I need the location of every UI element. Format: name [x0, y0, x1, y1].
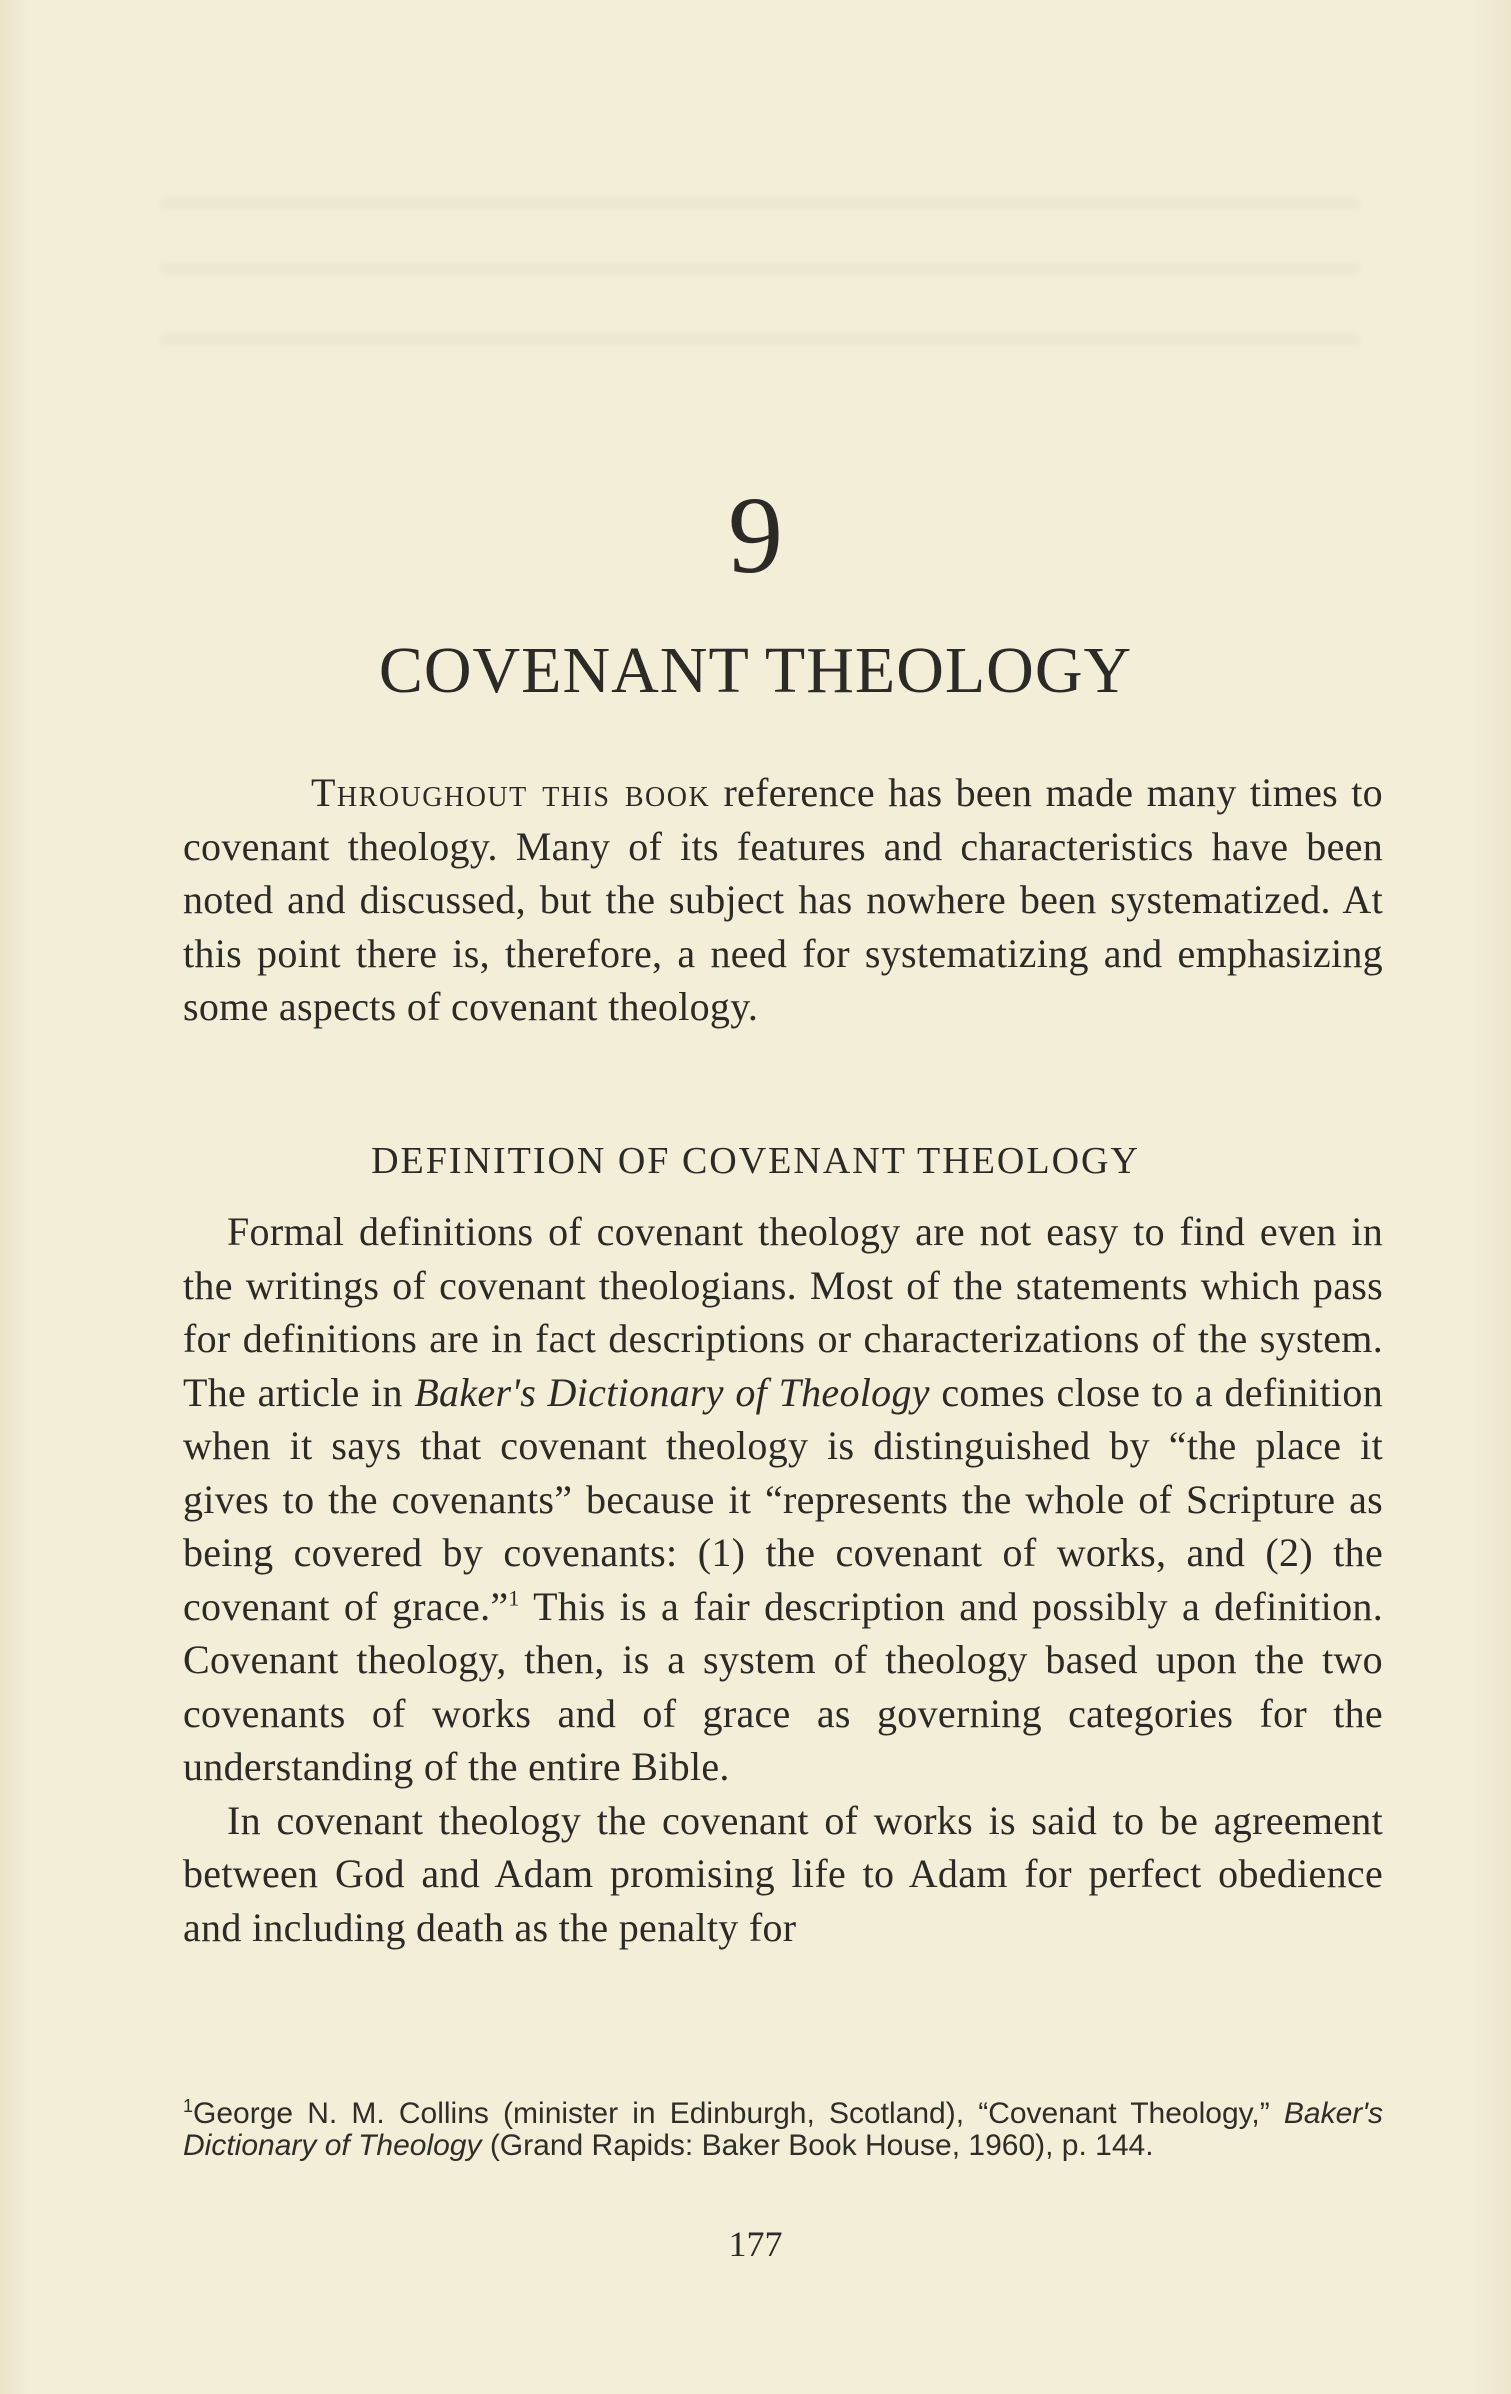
- section-body: [183, 1205, 1383, 1954]
- page-number: 177: [728, 2224, 783, 2264]
- book-title-reference: Baker's Dictionary of Theology: [414, 1369, 930, 1415]
- footnote-reference: 1: [508, 1585, 520, 1611]
- chapter-number: 9: [728, 474, 783, 596]
- definition-text-c: This is a fair description and possibly a definition. Covenant theology, then, is a system of theology based upon the two covenants of works and of grace as governing categories for the understanding of the entire Bible.: [183, 1583, 1383, 1789]
- show-through-shadow: [160, 262, 1360, 276]
- footnote-mark: 1: [183, 2096, 194, 2116]
- footnote: [183, 2098, 1383, 2162]
- intro-text: reference has been made many times to covenant theology. Many of its features and characteristics have been noted and discussed, but the subject has nowhere been systematized. At this point there is, therefore, a need for systematizing and emphasizing some aspects of covenant theology.: [183, 770, 1383, 1029]
- footnote-text-a: George N. M. Collins (minister in Edinburgh, Scotland), “Covenant Theology,”: [193, 2097, 1284, 2130]
- section-heading: DEFINITION OF COVENANT THEOLOGY: [371, 1140, 1140, 1182]
- footnote-text-b: (Grand Rapids: Baker Book House, 1960), p. 144.: [481, 2129, 1154, 2162]
- show-through-shadow: [160, 332, 1360, 346]
- intro-paragraph: [183, 766, 1383, 1034]
- definition-text-b: comes close to a definition when it says that covenant theology is distinguished by “the place it gives to the covenants” because it “represents the whole of Scripture as being covered by covenants: (1) the covenant of works, and (2) the covenant of grace.”: [183, 1369, 1384, 1629]
- intro-paragraph-block: [183, 766, 1383, 1034]
- chapter-title: COVENANT THEOLOGY: [378, 634, 1133, 707]
- definition-paragraph: [183, 1205, 1383, 1794]
- intro-lead-words: Throughout this book: [311, 770, 711, 815]
- definition-text-a: Formal definitions of covenant theology are not easy to find even in the writings of covenant theologians. Most of the statements which pass for definitions are in fact descriptions or characterizations of the system. The article in: [183, 1209, 1383, 1415]
- footnote-book-title: Baker's Dictionary of Theology: [183, 2097, 1383, 2162]
- show-through-shadow: [160, 196, 1360, 210]
- covenant-of-works-paragraph: In covenant theology the covenant of works is said to be agreement between God and Adam promising life to Adam for perfect obedience and including death as the penalty for: [183, 1797, 1383, 1950]
